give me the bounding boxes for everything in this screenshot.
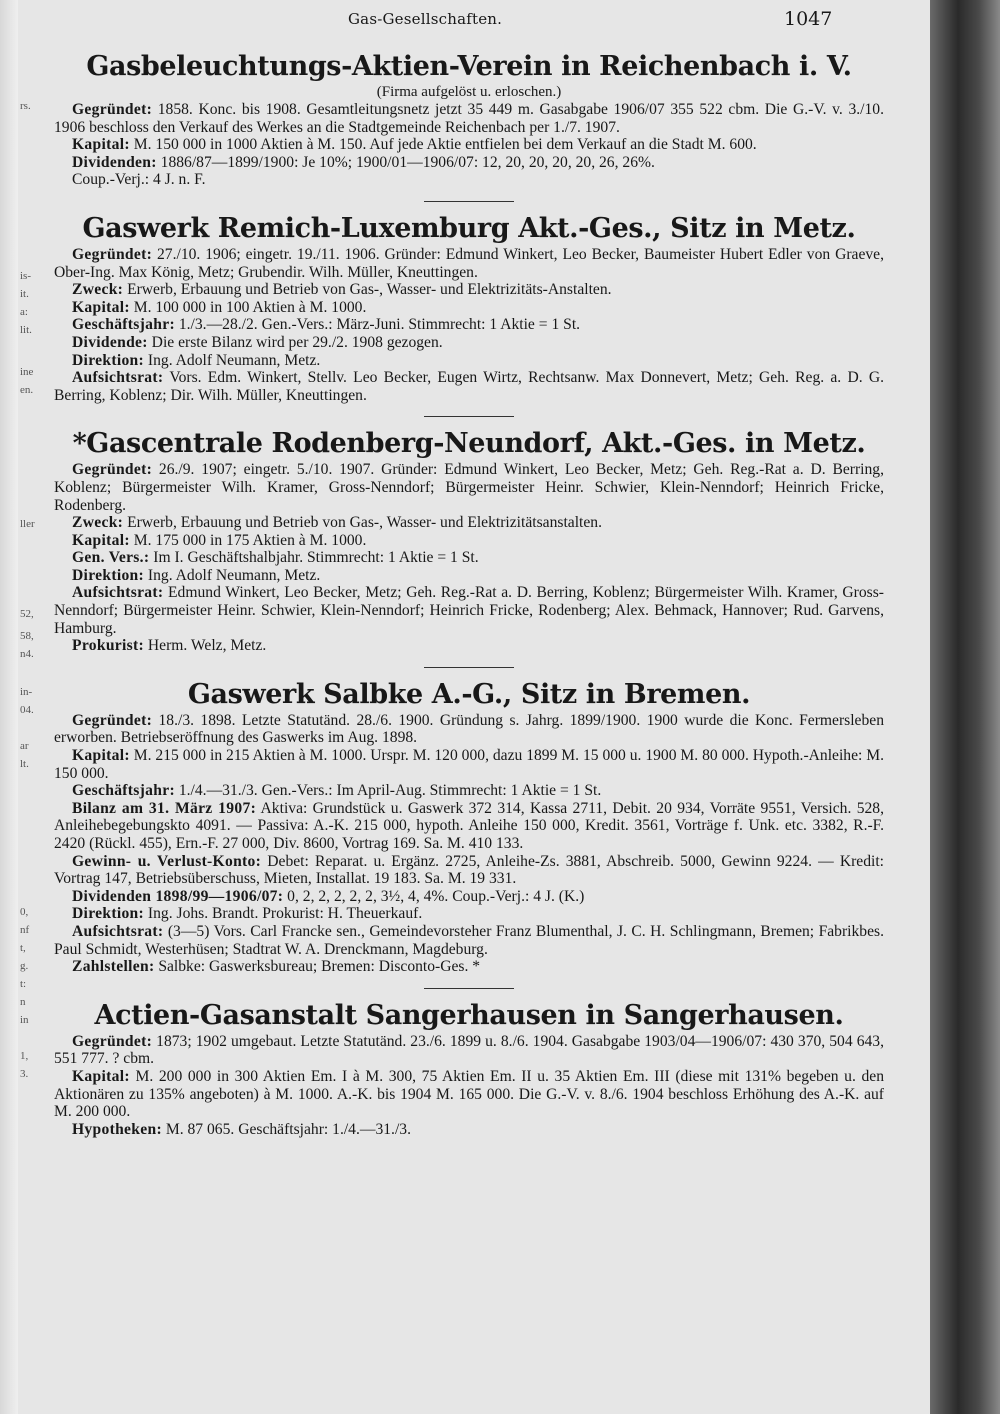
book-spine-shadow [930, 0, 1000, 1414]
entry-paragraph [54, 567, 884, 585]
field-text: Ing. Adolf Neumann, Metz. [144, 566, 321, 584]
margin-note: g. [20, 960, 29, 972]
field-label: Dividende: [72, 333, 148, 351]
margin-note: 1, [20, 1050, 29, 1062]
margin-note: 0, [20, 906, 29, 918]
field-label: Kapital: [72, 1067, 130, 1085]
margin-note: t: [20, 978, 27, 990]
field-text: Erwerb, Erbauung und Betrieb von Gas-, Wasser- und Elektrizitätsanstalten. [123, 514, 602, 532]
margin-note: ine [20, 366, 34, 378]
field-text: Aktiva: Grundstück u. Gaswerk 372 314, Kassa 2711, Debit. 20 934, Vorräte 9551, Versich. 528, Anleihebegebungskto 4091. — Passiva: A.-K. 215 000, hypoth. Anleihe 150 000, Kredit. 3561, Vorträge f. Unk. etc. 3382, R.-F. 2420 (Rückl. 455), Ern.-F. 27 000, Div. 8600, Vortrag 169. Sa. M. 410 133. [54, 799, 884, 852]
entry-paragraph [54, 1068, 884, 1121]
company-entry [54, 212, 884, 404]
field-text: 1./4.—31./3. Gen.-Vers.: Im April-Aug. Stimmrecht: 1 Aktie = 1 St. [174, 782, 602, 800]
field-label: Gen. Vers.: [72, 549, 150, 567]
field-text: Herm. Welz, Metz. [144, 637, 267, 655]
entry-separator [424, 667, 514, 668]
field-text: 26./9. 1907; eingetr. 5./10. 1907. Gründer: Edmund Winkert, Leo Becker, Metz; Geh. Reg.-Rat a. D. Berring, Koblenz; Bürgermeister Wilh. Kramer, Gross-Nenndorf; Bürgermeister Heinr. Schwier, Klein-Nenndorf; Heinrich Fricke, Rodenberg. [54, 461, 884, 514]
field-text: M. 215 000 in 215 Aktien à M. 1000. Urspr. M. 120 000, dazu 1899 M. 15 000 u. 1900 M. 80 000. Hypoth.-Anleihe: M. 150 000. [54, 747, 884, 782]
field-label: Dividenden 1898/99—1906/07: [72, 887, 284, 905]
margin-note: lt. [20, 758, 29, 770]
margin-note: 52, [20, 608, 34, 620]
page-content [54, 50, 884, 1150]
field-label: Aufsichtsrat: [72, 369, 164, 387]
entry-paragraph [54, 299, 884, 317]
company-entry [54, 427, 884, 655]
field-text: 1./3.—28./2. Gen.-Vers.: März-Juni. Stimmrecht: 1 Aktie = 1 St. [174, 316, 581, 334]
margin-note: nf [20, 924, 30, 936]
field-text: 18./3. 1898. Letzte Statutänd. 28./6. 1900. Gründung s. Jahrg. 1899/1900. 1900 wurde die Konc. Fermersleben erworben. Betriebseröffnung des Gaswerks im Aug. 1898. [54, 711, 884, 747]
margin-note: in [20, 1014, 29, 1026]
field-label: Zweck: [72, 514, 124, 532]
entry-paragraph [54, 154, 884, 172]
margin-note: in- [20, 686, 33, 698]
field-text: 1873; 1902 umgebaut. Letzte Statutänd. 23./6. 1899 u. 8./6. 1904. Gasabgabe 1903/04—1906/07: 430 370, 504 643, 551 777. ? cbm. [54, 1032, 884, 1068]
field-label: Direktion: [72, 566, 145, 584]
field-text: (3—5) Vors. Carl Francke sen., Gemeindevorsteher Franz Blumenthal, J. C. H. Schlingmann, Bremen; Fabrikbes. Paul Schmidt, Westerhüsen; Stadtrat W. A. Drenckmann, Magdeburg. [54, 922, 884, 958]
running-title: Gas-Gesellschaften. [348, 10, 503, 28]
entry-paragraph [54, 888, 884, 906]
margin-note: a: [20, 306, 28, 318]
field-text: M. 150 000 in 1000 Aktien à M. 150. Auf jede Aktie entfielen bei dem Verkauf an die Stadt M. 600. [129, 136, 757, 154]
field-label: Kapital: [72, 298, 130, 316]
entry-paragraph [54, 712, 884, 747]
margin-note: lit. [20, 324, 32, 336]
document-page [18, 0, 930, 1414]
field-label: Kapital: [72, 747, 130, 765]
field-text: Ing. Adolf Neumann, Metz. [144, 351, 321, 369]
field-label: Gegründet: [72, 461, 153, 479]
entry-paragraph [54, 584, 884, 637]
field-label: Geschäftsjahr: [72, 782, 175, 800]
field-label: Gegründet: [72, 711, 153, 729]
entry-paragraph [54, 334, 884, 352]
field-text: 27./10. 1906; eingetr. 19./11. 1906. Gründer: Edmund Winkert, Leo Becker, Baumeister Hubert Edler von Graeve, Ober-Ing. Max König, Metz; Grubendir. Wilh. Müller, Kneuttingen. [54, 245, 884, 281]
margin-note: 58, [20, 630, 34, 642]
field-text: Salbke: Gaswerksbureau; Bremen: Disconto-Ges. * [154, 958, 481, 976]
entry-paragraph [54, 1033, 884, 1068]
entry-paragraph [54, 246, 884, 281]
field-label: Gegründet: [72, 101, 153, 118]
field-text: M. 175 000 in 175 Aktien à M. 1000. [129, 531, 367, 549]
field-text: Erwerb, Erbauung und Betrieb von Gas-, Wasser- und Elektrizitäts-Anstalten. [123, 281, 612, 299]
entry-title: Actien-Gasanstalt Sangerhausen in Sangerhausen. [94, 999, 844, 1031]
company-entry [54, 678, 884, 976]
margin-note: en. [20, 384, 34, 396]
entry-paragraph [54, 549, 884, 567]
entry-paragraph [54, 369, 884, 404]
margin-note: rs. [20, 100, 31, 112]
left-page-edge [0, 0, 18, 1414]
margin-note: 3. [20, 1068, 29, 1080]
field-label: Gegründet: [72, 1032, 153, 1050]
entry-paragraph [54, 514, 884, 532]
field-label: Gegründet: [72, 245, 153, 263]
entry-title: Gaswerk Remich-Luxemburg Akt.-Ges., Sitz in Metz. [82, 212, 856, 244]
field-label: Direktion: [72, 905, 145, 923]
entry-paragraph [54, 136, 884, 154]
entry-title: Gasbeleuchtungs-Aktien-Verein in Reichenbach i. V. [86, 51, 852, 82]
margin-note: is- [20, 270, 31, 282]
field-text: Ing. Johs. Brandt. Prokurist: H. Theuerkauf. [144, 905, 423, 923]
entry-paragraph [54, 532, 884, 550]
entry-note: (Firma aufgelöst u. erloschen.) [376, 84, 562, 100]
field-text: Edmund Winkert, Leo Becker, Metz; Geh. Reg.-Rat a. D. Berring, Koblenz; Bürgermeister Wilh. Kramer, Gross-Nenndorf; Bürgermeister Heinr. Schwier, Klein-Nenndorf; Heinrich Fricke, Rodenberg; Alex. Behmack, Hannover; Rud. Garvens, Hamburg. [54, 584, 884, 637]
entry-paragraph [54, 958, 884, 976]
entry-paragraph [54, 316, 884, 334]
company-entry [54, 999, 884, 1139]
field-text: Debet: Reparat. u. Ergänz. 2725, Anleihe-Zs. 3881, Abschreib. 5000, Gewinn 9224. — Kredit: Vortrag 147, Betriebsüberschuss, Mieten, Installat. 19 183. Sa. M. 19 331. [54, 852, 884, 888]
margin-note: n4. [20, 648, 34, 660]
field-text: Coup.-Verj.: 4 J. n. F. [72, 171, 206, 189]
field-label: Aufsichtsrat: [72, 584, 164, 602]
company-entry [54, 50, 884, 189]
entry-paragraph [54, 1121, 884, 1139]
margin-note: n [20, 996, 26, 1008]
entry-title: Gaswerk Salbke A.-G., Sitz in Bremen. [187, 678, 751, 710]
entry-paragraph [54, 281, 884, 299]
field-label: Prokurist: [72, 637, 145, 655]
field-label: Zweck: [72, 281, 124, 299]
margin-note: ller [20, 518, 35, 530]
entry-paragraph [54, 637, 884, 655]
field-text: 1858. Konc. bis 1908. Gesamtleitungsnetz jetzt 35 449 m. Gasabgabe 1906/07 355 522 cbm. Die G.-V. v. 3./10. 1906 beschloss den Verkauf des Werkes an die Stadtgemeinde Reichenbach per 1./7. 1907. [54, 101, 884, 136]
entry-paragraph [54, 782, 884, 800]
page-number: 1047 [784, 8, 833, 30]
field-label: Zahlstellen: [72, 958, 155, 976]
margin-note: t, [20, 942, 26, 954]
entry-paragraph [54, 800, 884, 853]
margin-note: ar [20, 740, 29, 752]
entry-paragraph [54, 101, 884, 136]
entry-paragraph [54, 853, 884, 888]
field-label: Bilanz am 31. März 1907: [72, 799, 257, 817]
field-text: 1886/87—1899/1900: Je 10%; 1900/01—1906/07: 12, 20, 20, 20, 20, 26, 26%. [156, 153, 655, 171]
field-label: Gewinn- u. Verlust-Konto: [72, 852, 262, 870]
entry-paragraph [54, 352, 884, 370]
margin-note: 04. [20, 704, 34, 716]
margin-note: it. [20, 288, 29, 300]
entry-separator [424, 988, 514, 989]
margin-notes [18, 0, 38, 1414]
field-text: M. 200 000 in 300 Aktien Em. I à M. 300, 75 Aktien Em. II u. 35 Aktien Em. III (diese mit 131% begeben u. den Aktionären zu 135% angeboten) à M. 1000. A.-K. bis 1904 M. 165 000. Die G.-V. v. 8./6. 1904 beschloss Erhöhung des A.-K. auf M. 200 000. [54, 1067, 884, 1121]
field-label: Kapital: [72, 531, 130, 549]
entry-separator [424, 416, 514, 417]
field-label: Kapital: [72, 136, 130, 154]
entry-paragraph [54, 171, 884, 189]
page-header [18, 8, 930, 30]
entry-title: *Gascentrale Rodenberg-Neundorf, Akt.-Ges. in Metz. [72, 428, 866, 460]
field-label: Dividenden: [72, 153, 157, 171]
field-label: Geschäftsjahr: [72, 316, 175, 334]
field-text: Die erste Bilanz wird per 29./2. 1908 gezogen. [147, 333, 443, 351]
field-label: Direktion: [72, 351, 145, 369]
entry-separator [424, 201, 514, 202]
entry-paragraph [54, 923, 884, 958]
entry-paragraph [54, 905, 884, 923]
field-text: M. 100 000 in 100 Aktien à M. 1000. [129, 298, 367, 316]
field-label: Hypotheken: [72, 1120, 162, 1138]
field-text: M. 87 065. Geschäftsjahr: 1./4.—31./3. [161, 1120, 411, 1138]
field-text: Vors. Edm. Winkert, Stellv. Leo Becker, Eugen Wirtz, Rechtsanw. Max Donnevert, Metz; Geh. Reg. a. D. G. Berring, Koblenz; Dir. Wilh. Müller, Kneuttingen. [54, 369, 884, 404]
entry-paragraph [54, 461, 884, 514]
field-label: Aufsichtsrat: [72, 922, 164, 940]
field-text: 0, 2, 2, 2, 2, 2, 3½, 4, 4%. Coup.-Verj.: 4 J. (K.) [283, 887, 585, 905]
field-text: Im I. Geschäftshalbjahr. Stimmrecht: 1 Aktie = 1 St. [149, 549, 479, 567]
entry-paragraph [54, 747, 884, 782]
